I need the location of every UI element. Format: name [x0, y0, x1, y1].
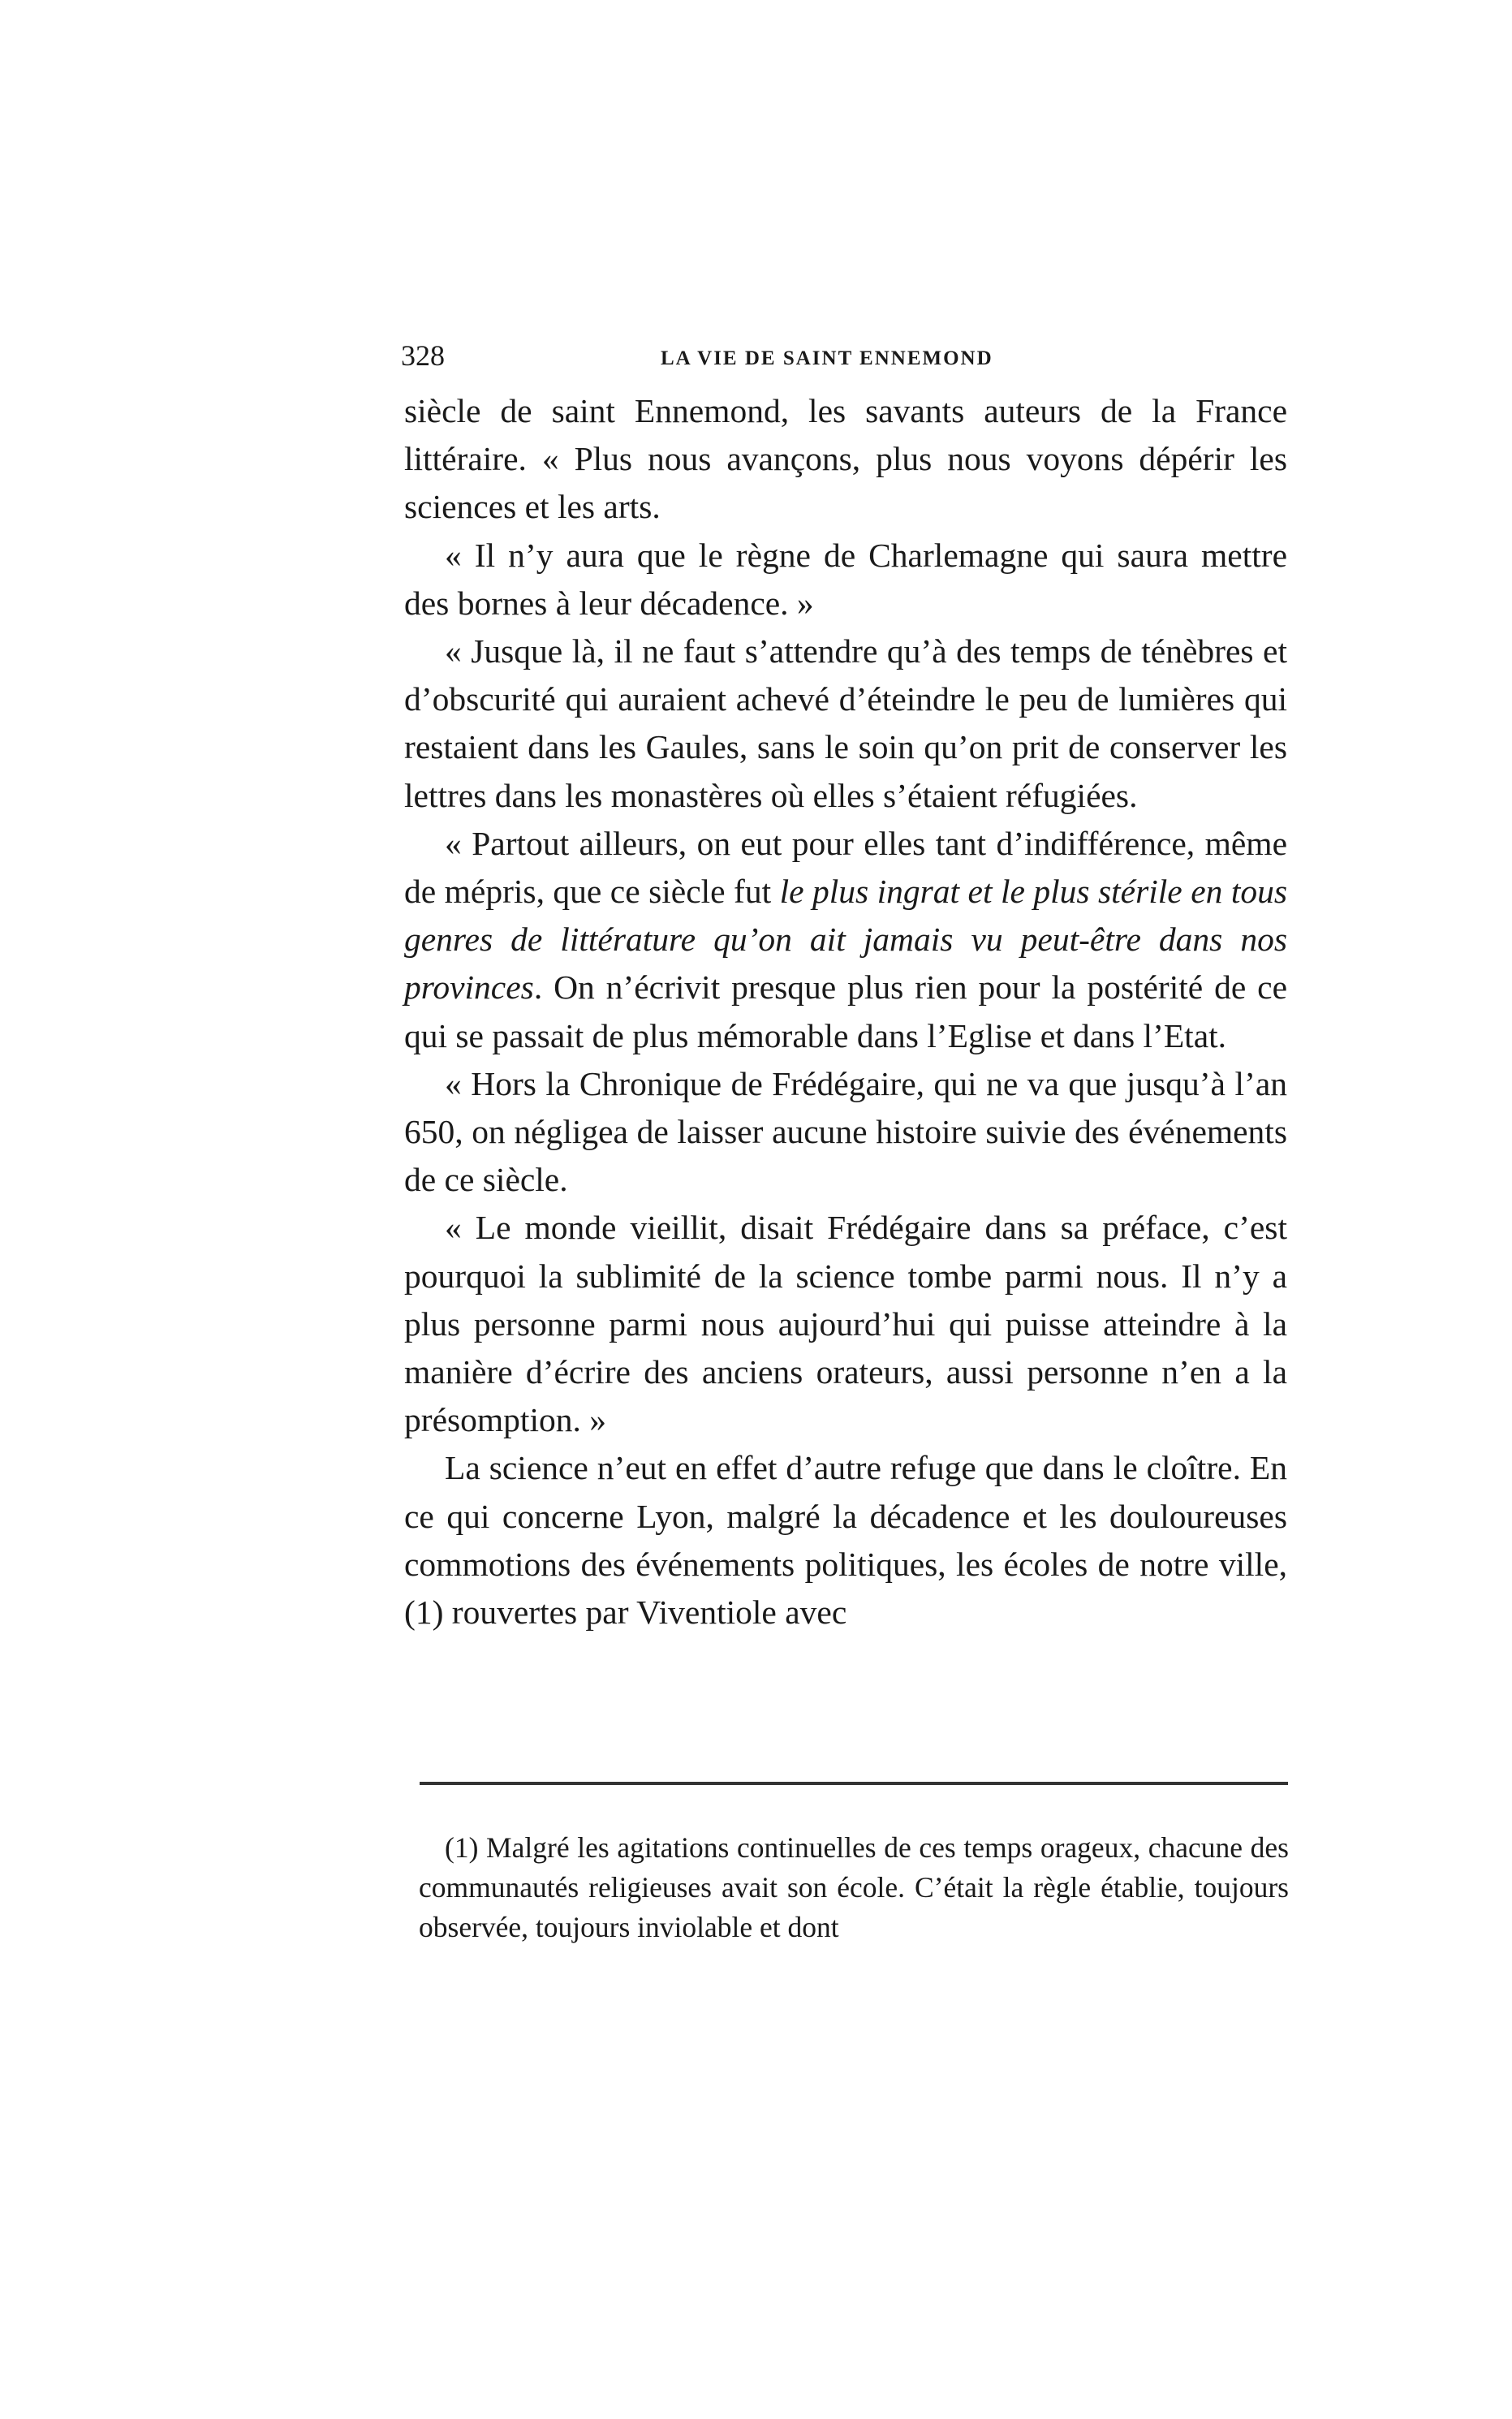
- paragraph-3: « Jusque là, il ne faut s’attendre qu’à des temps de ténèbres et d’obscurité qui auraient achevé d’éteindre le peu de lumières qui restaient dans les Gaules, sans le soin qu’on prit de conserver les lettres dans les monastères où elles s’étaient réfugiées.: [404, 632, 1287, 814]
- footnote-divider: [420, 1782, 1288, 1785]
- paragraph-1: siècle de saint Ennemond, les savants auteurs de la France littéraire. « Plus nous avançons, plus nous voyons dépérir les sciences et les arts.: [404, 392, 1287, 526]
- paragraph-6: « Le monde vieillit, disait Frédégaire dans sa préface, c’est pourquoi la sublimité de la science tombe parmi nous. Il n’y a plus personne parmi nous aujourd’hui qui puisse atteindre à la manière d’écrire des anciens orateurs, aussi personne n’en a la présomption. »: [404, 1209, 1287, 1439]
- paragraph-4: [404, 820, 1287, 1060]
- footnote-1: (1) Malgré les agitations continuelles de ces temps orageux, chacune des communautés religieuses avait son école. C’était la règle établie, toujours observée, toujours inviolable et dont: [419, 1831, 1289, 1943]
- footnotes: [419, 1828, 1289, 1947]
- paragraph-2: « Il n’y aura que le règne de Charlemagne qui saura mettre des bornes à leur décadence. »: [404, 536, 1287, 622]
- page-number: 328: [401, 339, 445, 372]
- paragraph-7: La science n’eut en effet d’autre refuge que dans le cloître. En ce qui concerne Lyon, malgré la décadence et les douloureuses commotions des événements politiques, les écoles de notre ville, (1) rouvertes par Viventiole avec: [404, 1449, 1287, 1632]
- paragraph-4-italic: le plus ingrat et le plus stérile en tous genres de littérature qu’on ait jamais vu peut-être dans nos provinces: [404, 873, 1287, 1007]
- page-header: [401, 334, 1294, 377]
- paragraph-4-end: . On n’écrivit presque plus rien pour la postérité de ce qui se passait de plus mémorable dans l’Eglise et dans l’Etat.: [404, 968, 1287, 1054]
- main-text: [404, 387, 1287, 1636]
- running-title: LA VIE DE SAINT ENNEMOND: [661, 347, 993, 369]
- paragraph-4-start: « Partout ailleurs, on eut pour elles tant d’indifférence, même de mépris, que ce siècle fut: [404, 824, 1287, 911]
- paragraph-5: « Hors la Chronique de Frédégaire, qui ne va que jusqu’à l’an 650, on négligea de laisser aucune histoire suivie des événements de ce siècle.: [404, 1064, 1287, 1199]
